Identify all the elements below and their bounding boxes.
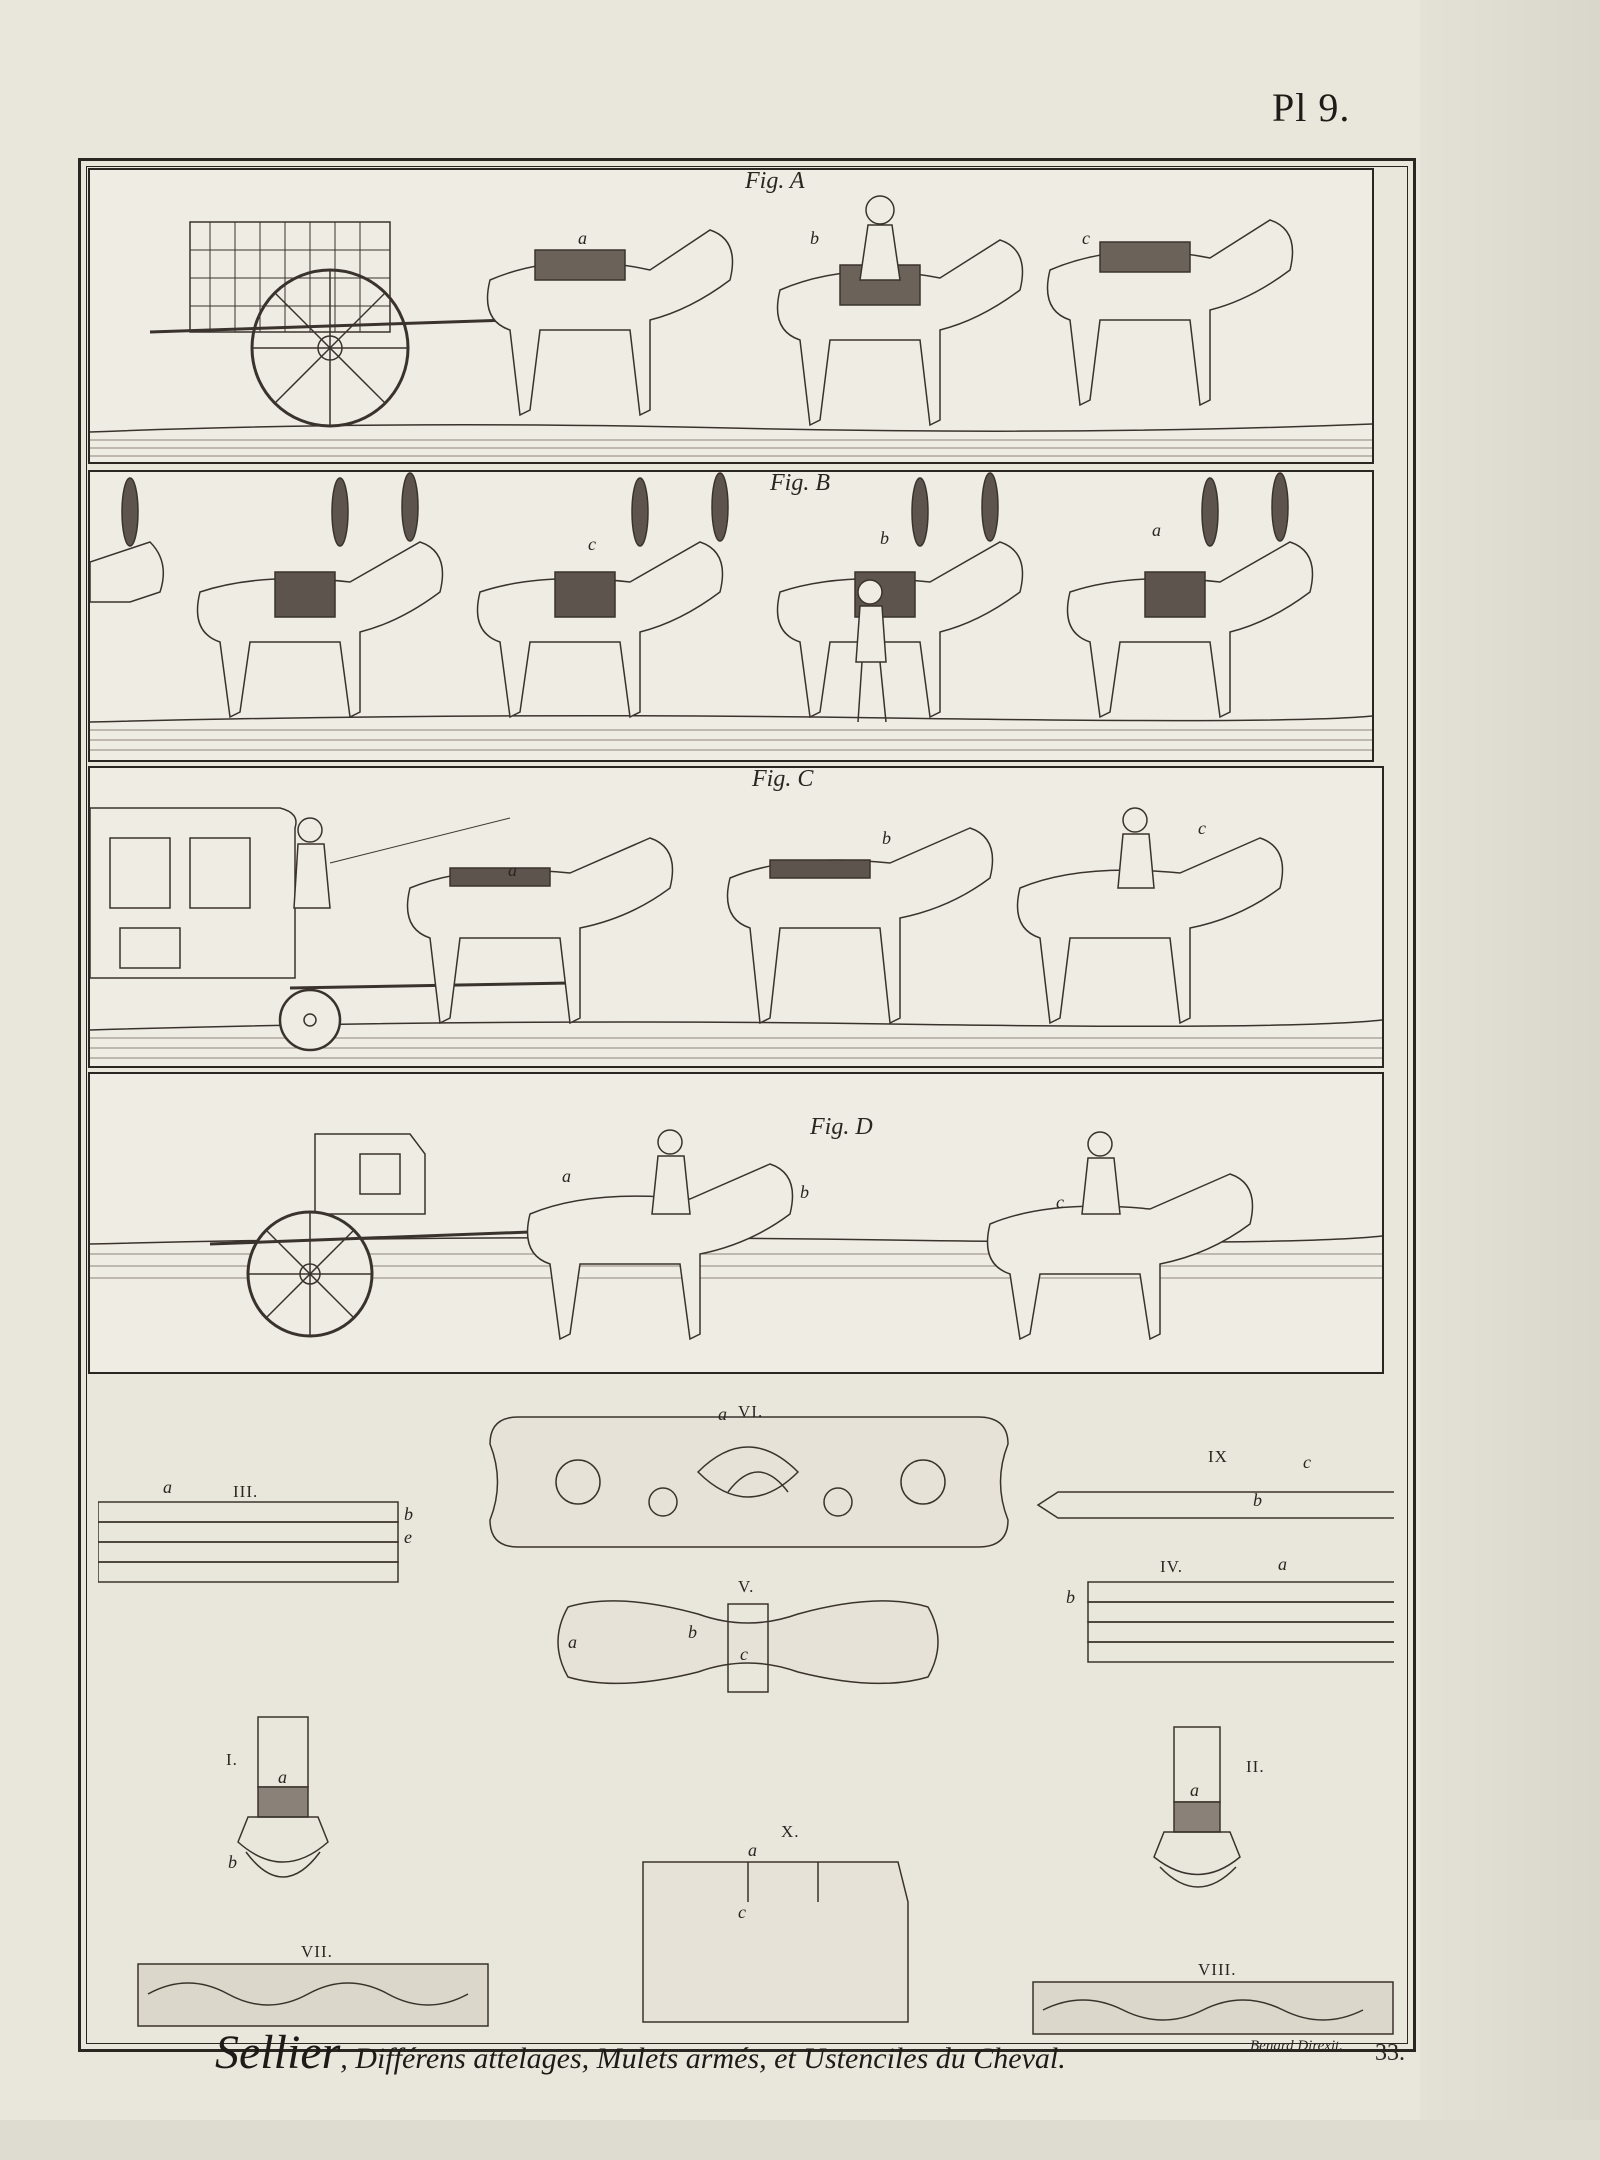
detail-label-i: I.: [226, 1750, 238, 1769]
detail-letter-iii-a: a: [163, 1477, 172, 1497]
figure-a-letter-b: b: [810, 228, 819, 248]
caption-title: Sellier: [215, 2026, 341, 2079]
detail-letter-ix-c: c: [1303, 1452, 1311, 1472]
figure-d-engraving: [90, 1074, 1382, 1372]
figure-a-panel: [88, 168, 1374, 464]
figure-a-letter-c: c: [1082, 228, 1090, 248]
plate-number: Pl 9.: [1272, 85, 1351, 130]
figure-d-letter-c: c: [1056, 1192, 1064, 1212]
detail-label-iii: III.: [233, 1482, 259, 1501]
figure-d-letter-b: b: [800, 1182, 809, 1202]
detail-letter-vi-a: a: [718, 1404, 727, 1424]
detail-label-vi: VI.: [738, 1402, 764, 1421]
figure-c-label: Fig. C: [752, 766, 814, 792]
detail-label-viii: VIII.: [1198, 1960, 1237, 1979]
figure-c-letter-b: b: [882, 828, 891, 848]
detail-letter-iv-b: b: [1066, 1587, 1075, 1607]
detail-label-ix: IX: [1208, 1447, 1228, 1466]
detail-letter-v-a: a: [568, 1632, 577, 1652]
figure-b-letter-c: c: [588, 534, 596, 554]
figure-b-label: Fig. B: [770, 470, 830, 496]
detail-letter-iv-a: a: [1278, 1554, 1287, 1574]
engraver-credit: Benard Direxit.: [1250, 2038, 1344, 2054]
detail-label-ii: II.: [1246, 1757, 1265, 1776]
figure-c-panel: [88, 766, 1384, 1068]
figure-a-engraving: [90, 170, 1372, 462]
detail-letter-iii-b: b: [404, 1504, 413, 1524]
detail-letter-x-c: c: [738, 1902, 746, 1922]
detail-letter-iii-e: e: [404, 1527, 412, 1547]
plate-mark: [0, 2120, 1600, 2160]
figure-a-letter-a: a: [578, 228, 587, 248]
figure-c-engraving: [90, 768, 1382, 1066]
figure-b-panel: [88, 470, 1374, 762]
paper-edge: [1420, 0, 1600, 2160]
figure-b-engraving: [90, 472, 1372, 760]
details-engraving: [98, 1382, 1394, 2042]
figure-b-letter-a: a: [1152, 520, 1161, 540]
caption-subtitle: , Différens attelages, Mulets armés, et Ustenciles du Cheval.: [340, 2042, 1066, 2075]
figure-b-letter-b: b: [880, 528, 889, 548]
figure-d-panel: [88, 1072, 1384, 1374]
detail-label-v: V.: [738, 1577, 755, 1596]
detail-letter-ix-b: b: [1253, 1490, 1262, 1510]
page-number: 33.: [1375, 2040, 1405, 2066]
detail-letter-v-c: c: [740, 1644, 748, 1664]
detail-letter-i-a: a: [278, 1767, 287, 1787]
figure-a-label: Fig. A: [745, 168, 805, 194]
detail-label-vii: VII.: [301, 1942, 333, 1961]
details-panel: [98, 1382, 1394, 2042]
figure-c-letter-a: a: [508, 860, 517, 880]
figure-d-letter-a: a: [562, 1166, 571, 1186]
figure-c-letter-c: c: [1198, 818, 1206, 838]
detail-label-iv: IV.: [1160, 1557, 1183, 1576]
detail-label-x: X.: [781, 1822, 800, 1841]
detail-letter-ii-a: a: [1190, 1780, 1199, 1800]
plate-caption: [215, 2025, 1066, 2080]
figure-d-label: Fig. D: [810, 1114, 873, 1140]
detail-letter-x-a: a: [748, 1840, 757, 1860]
detail-letter-v-b: b: [688, 1622, 697, 1642]
detail-letter-i-b: b: [228, 1852, 237, 1872]
